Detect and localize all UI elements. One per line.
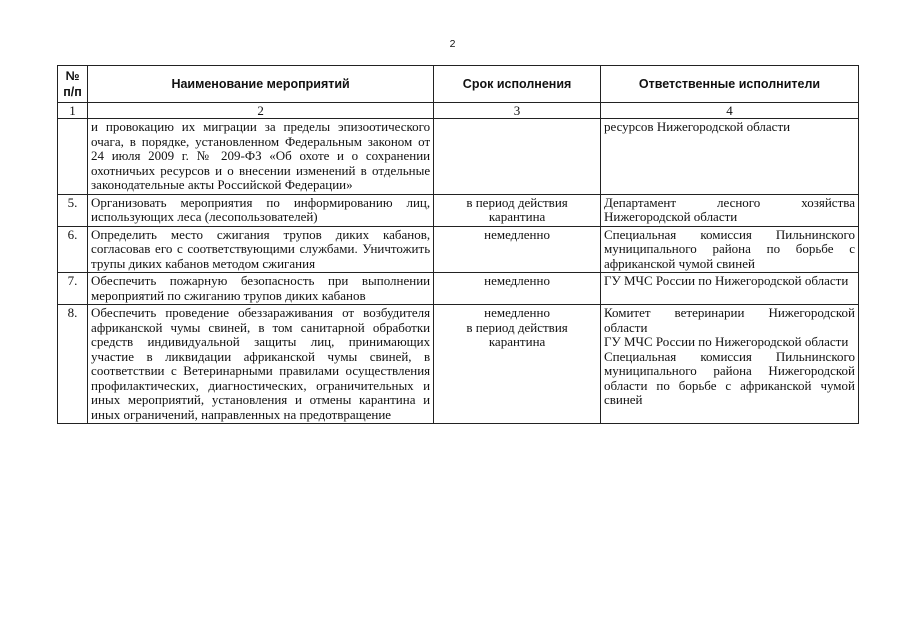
- row-number: 8.: [58, 305, 88, 424]
- header-number: № п/п: [58, 66, 88, 103]
- responsible-cell: [600, 273, 858, 305]
- row-number: 7.: [58, 273, 88, 305]
- responsible-entry: ресурсов Нижегородской области: [603, 119, 791, 134]
- term-line: карантина: [488, 209, 546, 224]
- responsible-entry: ГУ МЧС России по Нижегородской области: [603, 273, 849, 288]
- column-index: 3: [434, 103, 601, 119]
- measure-name-cell: Обеспечить пожарную безопасность при выполнении мероприятий по сжиганию трупов диких кабанов: [88, 273, 434, 305]
- responsible-cell: [600, 119, 858, 195]
- term-cell: [434, 305, 601, 424]
- measure-name-cell: и провокацию их миграции за пределы эпизоотического очага, в порядке, установленном Федеральным законом от 24 июля 2009 г. № 209-ФЗ «Об охоте и о сохранении охотничьих ресурсов и о внесении изменений в отдельные законодательные акты Российской Федерации»: [88, 119, 434, 195]
- responsible-entry: Специальная комиссия Пильнинского муниципального района Нижегородской области по борьбе с африканской чумой свиней: [603, 348, 855, 407]
- responsible-cell: [600, 305, 858, 424]
- term-cell: [434, 119, 601, 195]
- term-line: немедленно: [484, 226, 550, 242]
- column-index-row: [58, 103, 859, 119]
- measures-table: [57, 65, 859, 424]
- measure-name-cell: Организовать мероприятия по информированию лиц, использующих леса (лесопользователей): [88, 194, 434, 226]
- page-number: 2: [449, 38, 456, 50]
- term-line: карантина: [488, 334, 546, 349]
- measure-name-cell: Определить место сжигания трупов диких кабанов, согласовав его с соответствующими службами. Уничтожить трупы диких кабанов методом сжигания: [88, 226, 434, 273]
- table-row: [58, 305, 859, 424]
- table-row: [58, 273, 859, 305]
- table-header-row: [58, 66, 859, 103]
- responsible-cell: [600, 194, 858, 226]
- term-line: немедленно: [484, 273, 550, 288]
- header-responsible: Ответственные исполнители: [600, 66, 858, 103]
- row-number: 6.: [58, 226, 88, 273]
- row-number: [58, 119, 88, 195]
- responsible-entry: ГУ МЧС России по Нижегородской области: [603, 334, 849, 349]
- term-line: в период действия: [466, 319, 568, 335]
- header-term: Срок исполнения: [434, 66, 601, 103]
- responsible-entry: Комитет ветеринарии Нижегородской области: [603, 305, 855, 335]
- term-cell: [434, 194, 601, 226]
- term-line: в период действия: [466, 194, 568, 210]
- responsible-entry: Специальная комиссия Пильнинского муниципального района по борьбе с африканской чумой свиней: [603, 226, 855, 271]
- row-number: 5.: [58, 194, 88, 226]
- term-cell: [434, 273, 601, 305]
- term-line: немедленно: [484, 305, 550, 320]
- column-index: 2: [88, 103, 434, 119]
- table-row: [58, 119, 859, 195]
- measure-name-cell: Обеспечить проведение обеззараживания от возбудителя африканской чумы свиней, в том санитарной обработки средств индивидуальной защиты лиц, принимающих участие в ликвидации африканской чумы свиней, в соответствии с Ветеринарными правилами осуществления профилактических, диагностических, ограничительных и иных мероприятий, установления и отмены карантина и иных ограничений, направленных на предотвращение: [88, 305, 434, 424]
- column-index: 1: [58, 103, 88, 119]
- responsible-entry: Департамент лесного хозяйства Нижегородской области: [603, 194, 855, 224]
- table-row: [58, 194, 859, 226]
- table-row: [58, 226, 859, 273]
- responsible-cell: [600, 226, 858, 273]
- term-cell: [434, 226, 601, 273]
- header-measure-name: Наименование мероприятий: [88, 66, 434, 103]
- column-index: 4: [600, 103, 858, 119]
